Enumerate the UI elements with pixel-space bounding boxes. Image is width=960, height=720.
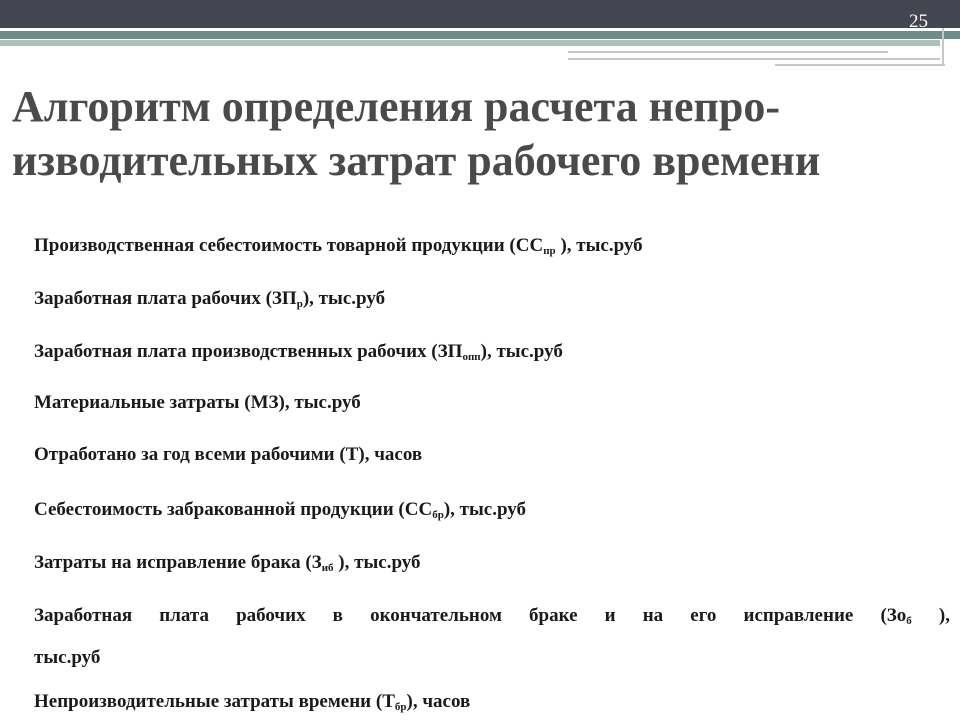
decorative-stripe-light (0, 40, 940, 46)
list-item: Отработано за год всеми рабочими (Т), часов (34, 444, 423, 465)
slide-title-line-2: изводительных затрат рабочего времени (12, 136, 821, 185)
decorative-line (775, 64, 945, 66)
list-item: Заработная плата рабочих в окончательном браке и на его исправление ($Зо_б$ ), тыс.руб (34, 603, 950, 671)
list-item-continuation: тыс.руб (34, 647, 101, 668)
slide-number: 25 (909, 11, 928, 32)
list-item: Непроизводительные затраты времени $(Т_{бр})$, часов (34, 691, 471, 713)
list-item: Материальные затраты (МЗ), тыс.руб (34, 392, 361, 413)
decorative-line (568, 51, 888, 53)
slide-title (12, 80, 952, 188)
decorative-line (568, 58, 940, 60)
list-item: Заработная плата производственных рабочих $(ЗП_{опп})$, тыс.руб (34, 341, 563, 363)
top-header-bar (0, 0, 960, 28)
list-item: Производственная себестоимость товарной продукции ($СС_{пр}$ ), тыс.руб (34, 235, 643, 257)
list-item: Себестоимость забракованной продукции $(СС_{бр})$, тыс.руб (34, 499, 527, 521)
decorative-vertical-line (942, 28, 944, 66)
list-item: Затраты на исправление брака ($З_{иб}$ ), тыс.руб (34, 552, 421, 574)
list-item: Заработная плата рабочих $(ЗП_р)$, тыс.руб (34, 288, 386, 310)
decorative-stripe-dark (0, 31, 960, 39)
slide-title-line-1: Алгоритм определения расчета непро- (12, 82, 781, 131)
